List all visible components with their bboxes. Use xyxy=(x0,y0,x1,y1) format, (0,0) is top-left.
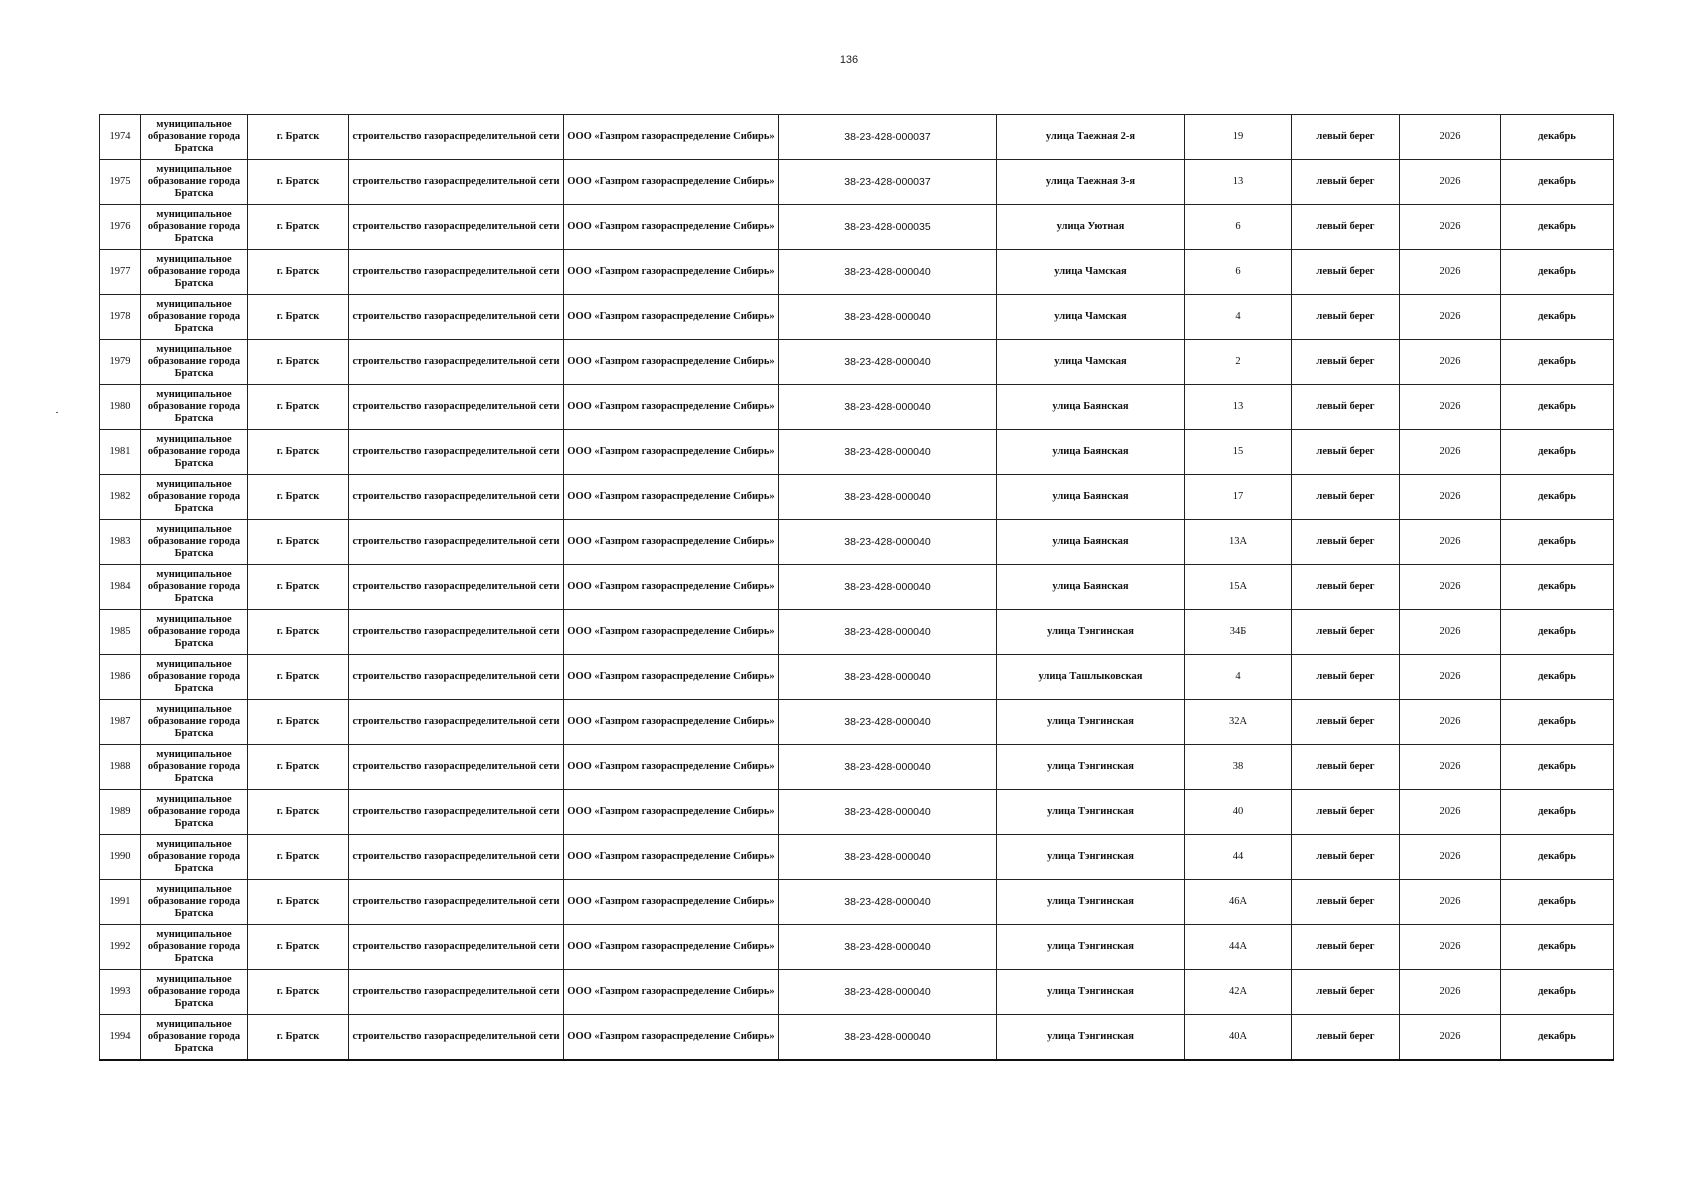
street-cell: улица Таежная 2-я xyxy=(997,115,1185,160)
year-cell: 2026 xyxy=(1400,1015,1501,1060)
river-bank-cell: левый берег xyxy=(1292,745,1400,790)
year-cell: 2026 xyxy=(1400,610,1501,655)
municipality-cell: муниципальное образование города Братска xyxy=(141,250,248,295)
table-row xyxy=(100,295,1614,340)
city-cell: г. Братск xyxy=(248,745,349,790)
city-cell: г. Братск xyxy=(248,475,349,520)
cadastral-code-cell: 38-23-428-000040 xyxy=(779,835,997,880)
operator-cell: ООО «Газпром газораспределение Сибирь» xyxy=(564,205,779,250)
house-number-cell: 15А xyxy=(1185,565,1292,610)
table-row xyxy=(100,160,1614,205)
cadastral-code-cell: 38-23-428-000040 xyxy=(779,340,997,385)
month-cell: декабрь xyxy=(1501,745,1614,790)
year-cell: 2026 xyxy=(1400,655,1501,700)
work-type-cell: строительство газораспределительной сети xyxy=(349,205,564,250)
year-cell: 2026 xyxy=(1400,520,1501,565)
street-cell: улица Тэнгинская xyxy=(997,835,1185,880)
work-type-cell: строительство газораспределительной сети xyxy=(349,520,564,565)
work-type-cell: строительство газораспределительной сети xyxy=(349,475,564,520)
scan-mark xyxy=(56,412,58,413)
row-number-cell: 1985 xyxy=(100,610,141,655)
work-type-cell: строительство газораспределительной сети xyxy=(349,925,564,970)
house-number-cell: 44 xyxy=(1185,835,1292,880)
month-cell: декабрь xyxy=(1501,610,1614,655)
city-cell: г. Братск xyxy=(248,1015,349,1060)
table-row xyxy=(100,835,1614,880)
river-bank-cell: левый берег xyxy=(1292,1015,1400,1060)
house-number-cell: 4 xyxy=(1185,295,1292,340)
city-cell: г. Братск xyxy=(248,205,349,250)
row-number-cell: 1980 xyxy=(100,385,141,430)
street-cell: улица Баянская xyxy=(997,520,1185,565)
cadastral-code-cell: 38-23-428-000040 xyxy=(779,1015,997,1060)
municipality-cell: муниципальное образование города Братска xyxy=(141,610,248,655)
municipality-cell: муниципальное образование города Братска xyxy=(141,115,248,160)
month-cell: декабрь xyxy=(1501,835,1614,880)
table-row xyxy=(100,925,1614,970)
city-cell: г. Братск xyxy=(248,430,349,475)
river-bank-cell: левый берег xyxy=(1292,340,1400,385)
row-number-cell: 1987 xyxy=(100,700,141,745)
table-row xyxy=(100,205,1614,250)
registry-table xyxy=(99,114,1614,1061)
city-cell: г. Братск xyxy=(248,700,349,745)
row-number-cell: 1993 xyxy=(100,970,141,1015)
house-number-cell: 2 xyxy=(1185,340,1292,385)
month-cell: декабрь xyxy=(1501,565,1614,610)
table-row xyxy=(100,115,1614,160)
page-number: 136 xyxy=(839,54,859,66)
operator-cell: ООО «Газпром газораспределение Сибирь» xyxy=(564,385,779,430)
row-number-cell: 1994 xyxy=(100,1015,141,1060)
operator-cell: ООО «Газпром газораспределение Сибирь» xyxy=(564,790,779,835)
table-row xyxy=(100,430,1614,475)
cadastral-code-cell: 38-23-428-000040 xyxy=(779,475,997,520)
house-number-cell: 13А xyxy=(1185,520,1292,565)
operator-cell: ООО «Газпром газораспределение Сибирь» xyxy=(564,700,779,745)
cadastral-code-cell: 38-23-428-000040 xyxy=(779,385,997,430)
operator-cell: ООО «Газпром газораспределение Сибирь» xyxy=(564,880,779,925)
municipality-cell: муниципальное образование города Братска xyxy=(141,385,248,430)
month-cell: декабрь xyxy=(1501,340,1614,385)
table-row xyxy=(100,340,1614,385)
operator-cell: ООО «Газпром газораспределение Сибирь» xyxy=(564,745,779,790)
work-type-cell: строительство газораспределительной сети xyxy=(349,700,564,745)
city-cell: г. Братск xyxy=(248,835,349,880)
year-cell: 2026 xyxy=(1400,250,1501,295)
table-row xyxy=(100,250,1614,295)
municipality-cell: муниципальное образование города Братска xyxy=(141,205,248,250)
table-row xyxy=(100,520,1614,565)
year-cell: 2026 xyxy=(1400,475,1501,520)
month-cell: декабрь xyxy=(1501,205,1614,250)
row-number-cell: 1988 xyxy=(100,745,141,790)
work-type-cell: строительство газораспределительной сети xyxy=(349,835,564,880)
table-row xyxy=(100,700,1614,745)
work-type-cell: строительство газораспределительной сети xyxy=(349,295,564,340)
river-bank-cell: левый берег xyxy=(1292,925,1400,970)
row-number-cell: 1986 xyxy=(100,655,141,700)
row-number-cell: 1991 xyxy=(100,880,141,925)
municipality-cell: муниципальное образование города Братска xyxy=(141,340,248,385)
month-cell: декабрь xyxy=(1501,1015,1614,1060)
operator-cell: ООО «Газпром газораспределение Сибирь» xyxy=(564,115,779,160)
month-cell: декабрь xyxy=(1501,655,1614,700)
street-cell: улица Чамская xyxy=(997,295,1185,340)
municipality-cell: муниципальное образование города Братска xyxy=(141,475,248,520)
table-row xyxy=(100,610,1614,655)
municipality-cell: муниципальное образование города Братска xyxy=(141,160,248,205)
city-cell: г. Братск xyxy=(248,115,349,160)
row-number-cell: 1982 xyxy=(100,475,141,520)
cadastral-code-cell: 38-23-428-000040 xyxy=(779,610,997,655)
street-cell: улица Баянская xyxy=(997,385,1185,430)
river-bank-cell: левый берег xyxy=(1292,880,1400,925)
river-bank-cell: левый берег xyxy=(1292,835,1400,880)
city-cell: г. Братск xyxy=(248,385,349,430)
city-cell: г. Братск xyxy=(248,565,349,610)
work-type-cell: строительство газораспределительной сети xyxy=(349,880,564,925)
month-cell: декабрь xyxy=(1501,160,1614,205)
row-number-cell: 1992 xyxy=(100,925,141,970)
house-number-cell: 15 xyxy=(1185,430,1292,475)
year-cell: 2026 xyxy=(1400,115,1501,160)
street-cell: улица Баянская xyxy=(997,565,1185,610)
month-cell: декабрь xyxy=(1501,970,1614,1015)
city-cell: г. Братск xyxy=(248,250,349,295)
operator-cell: ООО «Газпром газораспределение Сибирь» xyxy=(564,430,779,475)
river-bank-cell: левый берег xyxy=(1292,475,1400,520)
cadastral-code-cell: 38-23-428-000040 xyxy=(779,520,997,565)
house-number-cell: 44А xyxy=(1185,925,1292,970)
cadastral-code-cell: 38-23-428-000037 xyxy=(779,115,997,160)
operator-cell: ООО «Газпром газораспределение Сибирь» xyxy=(564,655,779,700)
month-cell: декабрь xyxy=(1501,385,1614,430)
month-cell: декабрь xyxy=(1501,250,1614,295)
street-cell: улица Баянская xyxy=(997,475,1185,520)
street-cell: улица Чамская xyxy=(997,340,1185,385)
month-cell: декабрь xyxy=(1501,475,1614,520)
municipality-cell: муниципальное образование города Братска xyxy=(141,700,248,745)
municipality-cell: муниципальное образование города Братска xyxy=(141,970,248,1015)
house-number-cell: 40 xyxy=(1185,790,1292,835)
row-number-cell: 1977 xyxy=(100,250,141,295)
work-type-cell: строительство газораспределительной сети xyxy=(349,1015,564,1060)
operator-cell: ООО «Газпром газораспределение Сибирь» xyxy=(564,160,779,205)
work-type-cell: строительство газораспределительной сети xyxy=(349,385,564,430)
municipality-cell: муниципальное образование города Братска xyxy=(141,880,248,925)
row-number-cell: 1975 xyxy=(100,160,141,205)
cadastral-code-cell: 38-23-428-000040 xyxy=(779,700,997,745)
month-cell: декабрь xyxy=(1501,790,1614,835)
row-number-cell: 1979 xyxy=(100,340,141,385)
river-bank-cell: левый берег xyxy=(1292,430,1400,475)
year-cell: 2026 xyxy=(1400,160,1501,205)
municipality-cell: муниципальное образование города Братска xyxy=(141,835,248,880)
work-type-cell: строительство газораспределительной сети xyxy=(349,340,564,385)
municipality-cell: муниципальное образование города Братска xyxy=(141,655,248,700)
river-bank-cell: левый берег xyxy=(1292,520,1400,565)
municipality-cell: муниципальное образование города Братска xyxy=(141,790,248,835)
street-cell: улица Уютная xyxy=(997,205,1185,250)
month-cell: декабрь xyxy=(1501,925,1614,970)
operator-cell: ООО «Газпром газораспределение Сибирь» xyxy=(564,340,779,385)
river-bank-cell: левый берег xyxy=(1292,610,1400,655)
row-number-cell: 1989 xyxy=(100,790,141,835)
table-row xyxy=(100,1015,1614,1060)
cadastral-code-cell: 38-23-428-000040 xyxy=(779,565,997,610)
table-row xyxy=(100,790,1614,835)
city-cell: г. Братск xyxy=(248,790,349,835)
house-number-cell: 34Б xyxy=(1185,610,1292,655)
month-cell: декабрь xyxy=(1501,520,1614,565)
cadastral-code-cell: 38-23-428-000040 xyxy=(779,655,997,700)
work-type-cell: строительство газораспределительной сети xyxy=(349,250,564,295)
year-cell: 2026 xyxy=(1400,700,1501,745)
month-cell: декабрь xyxy=(1501,700,1614,745)
table-row xyxy=(100,565,1614,610)
street-cell: улица Тэнгинская xyxy=(997,925,1185,970)
street-cell: улица Тэнгинская xyxy=(997,700,1185,745)
year-cell: 2026 xyxy=(1400,565,1501,610)
street-cell: улица Баянская xyxy=(997,430,1185,475)
river-bank-cell: левый берег xyxy=(1292,565,1400,610)
river-bank-cell: левый берег xyxy=(1292,160,1400,205)
row-number-cell: 1978 xyxy=(100,295,141,340)
city-cell: г. Братск xyxy=(248,160,349,205)
cadastral-code-cell: 38-23-428-000040 xyxy=(779,970,997,1015)
operator-cell: ООО «Газпром газораспределение Сибирь» xyxy=(564,1015,779,1060)
month-cell: декабрь xyxy=(1501,880,1614,925)
house-number-cell: 46А xyxy=(1185,880,1292,925)
work-type-cell: строительство газораспределительной сети xyxy=(349,745,564,790)
municipality-cell: муниципальное образование города Братска xyxy=(141,925,248,970)
row-number-cell: 1990 xyxy=(100,835,141,880)
operator-cell: ООО «Газпром газораспределение Сибирь» xyxy=(564,970,779,1015)
row-number-cell: 1981 xyxy=(100,430,141,475)
table-row xyxy=(100,970,1614,1015)
year-cell: 2026 xyxy=(1400,385,1501,430)
operator-cell: ООО «Газпром газораспределение Сибирь» xyxy=(564,610,779,655)
operator-cell: ООО «Газпром газораспределение Сибирь» xyxy=(564,250,779,295)
municipality-cell: муниципальное образование города Братска xyxy=(141,1015,248,1060)
river-bank-cell: левый берег xyxy=(1292,250,1400,295)
work-type-cell: строительство газораспределительной сети xyxy=(349,115,564,160)
year-cell: 2026 xyxy=(1400,790,1501,835)
year-cell: 2026 xyxy=(1400,880,1501,925)
house-number-cell: 6 xyxy=(1185,205,1292,250)
year-cell: 2026 xyxy=(1400,295,1501,340)
city-cell: г. Братск xyxy=(248,970,349,1015)
city-cell: г. Братск xyxy=(248,340,349,385)
house-number-cell: 13 xyxy=(1185,160,1292,205)
year-cell: 2026 xyxy=(1400,340,1501,385)
table-row xyxy=(100,655,1614,700)
street-cell: улица Чамская xyxy=(997,250,1185,295)
municipality-cell: муниципальное образование города Братска xyxy=(141,520,248,565)
operator-cell: ООО «Газпром газораспределение Сибирь» xyxy=(564,925,779,970)
street-cell: улица Тэнгинская xyxy=(997,610,1185,655)
city-cell: г. Братск xyxy=(248,295,349,340)
cadastral-code-cell: 38-23-428-000040 xyxy=(779,790,997,835)
month-cell: декабрь xyxy=(1501,430,1614,475)
river-bank-cell: левый берег xyxy=(1292,655,1400,700)
cadastral-code-cell: 38-23-428-000040 xyxy=(779,925,997,970)
table-row xyxy=(100,475,1614,520)
house-number-cell: 17 xyxy=(1185,475,1292,520)
river-bank-cell: левый берег xyxy=(1292,385,1400,430)
operator-cell: ООО «Газпром газораспределение Сибирь» xyxy=(564,295,779,340)
operator-cell: ООО «Газпром газораспределение Сибирь» xyxy=(564,565,779,610)
street-cell: улица Таежная 3-я xyxy=(997,160,1185,205)
work-type-cell: строительство газораспределительной сети xyxy=(349,430,564,475)
street-cell: улица Тэнгинская xyxy=(997,745,1185,790)
work-type-cell: строительство газораспределительной сети xyxy=(349,610,564,655)
house-number-cell: 19 xyxy=(1185,115,1292,160)
year-cell: 2026 xyxy=(1400,970,1501,1015)
operator-cell: ООО «Газпром газораспределение Сибирь» xyxy=(564,520,779,565)
river-bank-cell: левый берег xyxy=(1292,790,1400,835)
cadastral-code-cell: 38-23-428-000037 xyxy=(779,160,997,205)
city-cell: г. Братск xyxy=(248,925,349,970)
house-number-cell: 40А xyxy=(1185,1015,1292,1060)
street-cell: улица Тэнгинская xyxy=(997,880,1185,925)
cadastral-code-cell: 38-23-428-000040 xyxy=(779,745,997,790)
cadastral-code-cell: 38-23-428-000040 xyxy=(779,250,997,295)
row-number-cell: 1976 xyxy=(100,205,141,250)
city-cell: г. Братск xyxy=(248,520,349,565)
city-cell: г. Братск xyxy=(248,655,349,700)
year-cell: 2026 xyxy=(1400,745,1501,790)
house-number-cell: 4 xyxy=(1185,655,1292,700)
house-number-cell: 38 xyxy=(1185,745,1292,790)
work-type-cell: строительство газораспределительной сети xyxy=(349,565,564,610)
street-cell: улица Ташлыковская xyxy=(997,655,1185,700)
house-number-cell: 42А xyxy=(1185,970,1292,1015)
municipality-cell: муниципальное образование города Братска xyxy=(141,295,248,340)
river-bank-cell: левый берег xyxy=(1292,205,1400,250)
municipality-cell: муниципальное образование города Братска xyxy=(141,430,248,475)
house-number-cell: 6 xyxy=(1185,250,1292,295)
river-bank-cell: левый берег xyxy=(1292,970,1400,1015)
work-type-cell: строительство газораспределительной сети xyxy=(349,655,564,700)
year-cell: 2026 xyxy=(1400,430,1501,475)
row-number-cell: 1984 xyxy=(100,565,141,610)
work-type-cell: строительство газораспределительной сети xyxy=(349,790,564,835)
work-type-cell: строительство газораспределительной сети xyxy=(349,160,564,205)
house-number-cell: 13 xyxy=(1185,385,1292,430)
municipality-cell: муниципальное образование города Братска xyxy=(141,745,248,790)
table-row xyxy=(100,880,1614,925)
city-cell: г. Братск xyxy=(248,880,349,925)
table-row xyxy=(100,745,1614,790)
month-cell: декабрь xyxy=(1501,295,1614,340)
cadastral-code-cell: 38-23-428-000040 xyxy=(779,880,997,925)
month-cell: декабрь xyxy=(1501,115,1614,160)
street-cell: улица Тэнгинская xyxy=(997,790,1185,835)
city-cell: г. Братск xyxy=(248,610,349,655)
operator-cell: ООО «Газпром газораспределение Сибирь» xyxy=(564,475,779,520)
river-bank-cell: левый берег xyxy=(1292,295,1400,340)
street-cell: улица Тэнгинская xyxy=(997,970,1185,1015)
river-bank-cell: левый берег xyxy=(1292,700,1400,745)
year-cell: 2026 xyxy=(1400,925,1501,970)
operator-cell: ООО «Газпром газораспределение Сибирь» xyxy=(564,835,779,880)
cadastral-code-cell: 38-23-428-000040 xyxy=(779,295,997,340)
cadastral-code-cell: 38-23-428-000035 xyxy=(779,205,997,250)
municipality-cell: муниципальное образование города Братска xyxy=(141,565,248,610)
house-number-cell: 32А xyxy=(1185,700,1292,745)
row-number-cell: 1983 xyxy=(100,520,141,565)
year-cell: 2026 xyxy=(1400,835,1501,880)
registry-body xyxy=(100,115,1614,1060)
street-cell: улица Тэнгинская xyxy=(997,1015,1185,1060)
row-number-cell: 1974 xyxy=(100,115,141,160)
year-cell: 2026 xyxy=(1400,205,1501,250)
table-row xyxy=(100,385,1614,430)
work-type-cell: строительство газораспределительной сети xyxy=(349,970,564,1015)
river-bank-cell: левый берег xyxy=(1292,115,1400,160)
cadastral-code-cell: 38-23-428-000040 xyxy=(779,430,997,475)
